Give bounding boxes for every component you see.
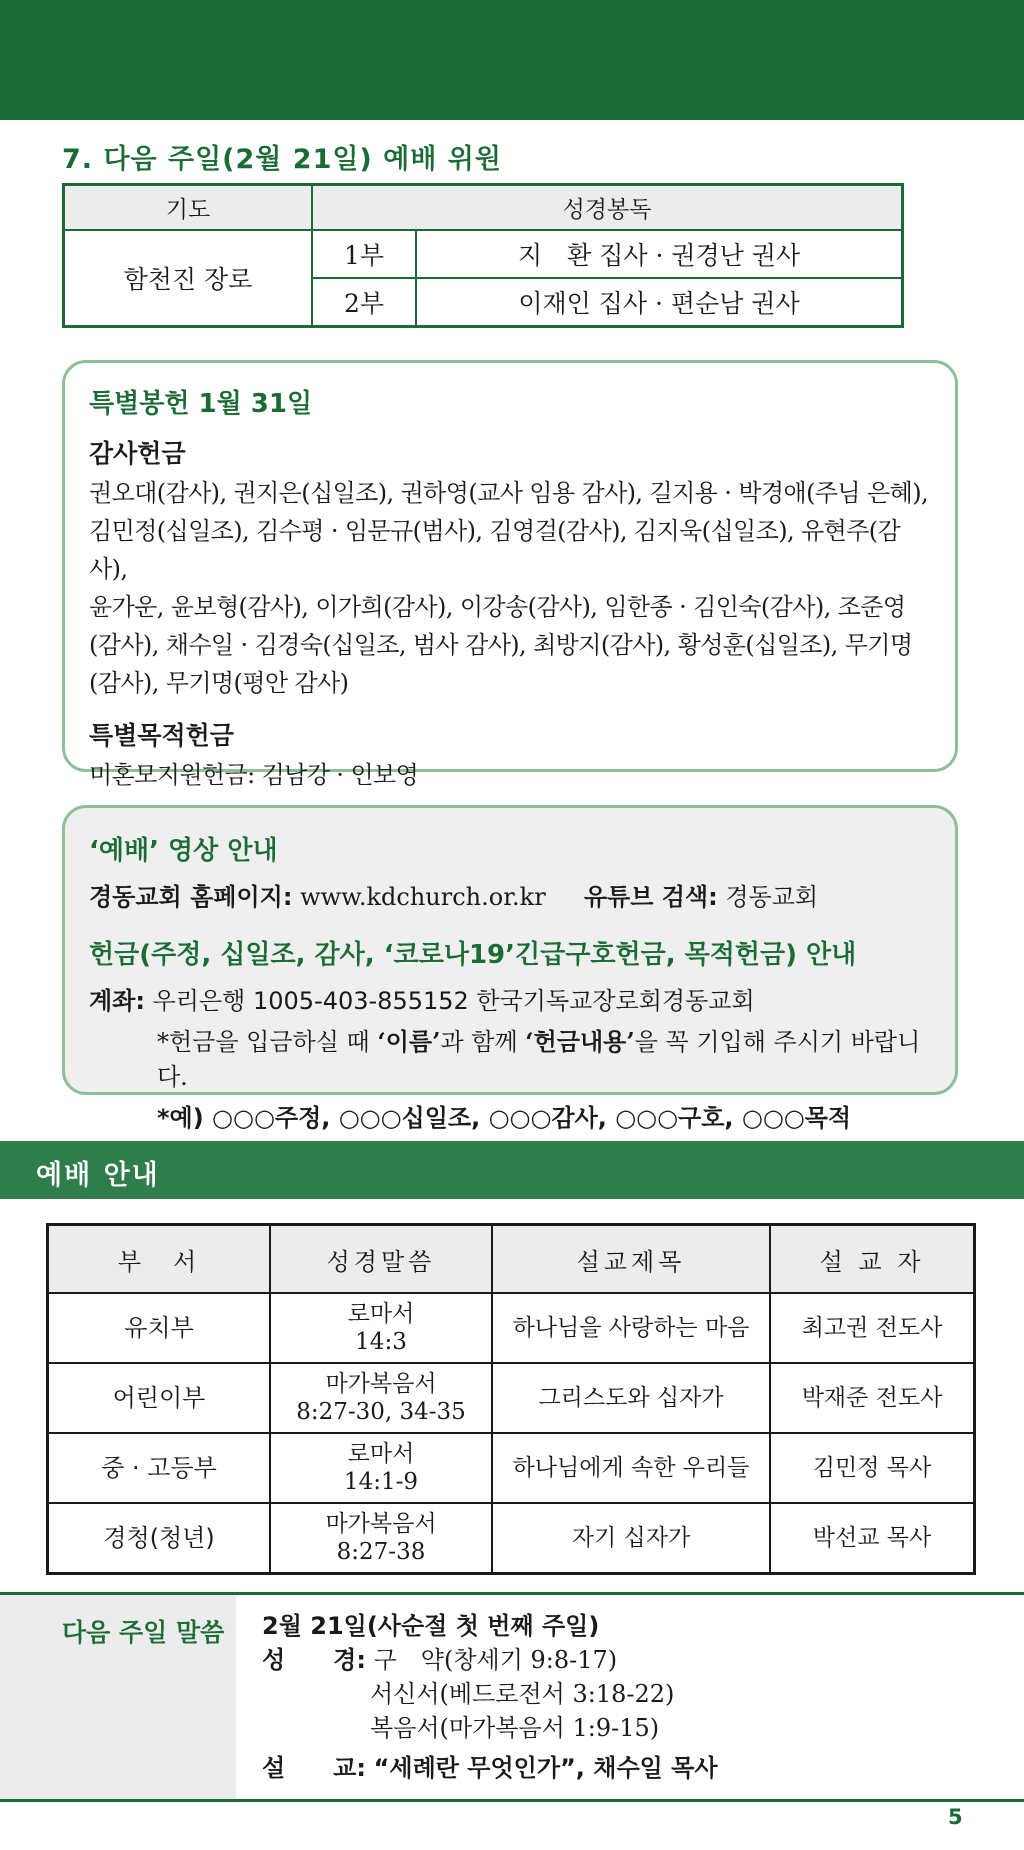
special-purpose-line: 미혼모지원헌금: 김남강 · 인보영 bbox=[89, 761, 419, 789]
scripture-book: 로마서 bbox=[347, 1441, 415, 1467]
homepage-url[interactable]: www.kdchurch.or.kr bbox=[300, 883, 546, 911]
scripture-line bbox=[262, 1643, 718, 1677]
col-scripture: 성경말씀 bbox=[270, 1225, 492, 1294]
thanks-line: 김민정(십일조), 김수평 · 임문규(범사), 김영걸(감사), 김지욱(십일조), 유현주(감사), bbox=[89, 517, 901, 583]
dept: 경청(청년) bbox=[48, 1503, 271, 1574]
note-emphasis-name: ‘이름’ bbox=[377, 1027, 441, 1056]
video-info-line bbox=[89, 877, 931, 912]
scripture bbox=[270, 1293, 492, 1363]
worship-guide-band bbox=[0, 1141, 1024, 1199]
thanks-line: 윤가운, 윤보형(감사), 이가희(감사), 이강송(감사), 임한종 · 김인숙(감사), 조준영 bbox=[89, 593, 906, 621]
readers: 지 환 집사 · 권경난 권사 bbox=[416, 230, 903, 278]
sermon-title: “세례란 무엇인가”, 채수일 목사 bbox=[373, 1754, 718, 1782]
dept: 어린이부 bbox=[48, 1363, 271, 1433]
next-sunday-label-cell bbox=[0, 1595, 236, 1799]
header-prayer: 기도 bbox=[64, 185, 313, 231]
part-label: 2부 bbox=[312, 278, 416, 327]
next-sunday-label: 다음 주일 말씀 bbox=[62, 1618, 225, 1647]
sermon-title: 그리스도와 십자가 bbox=[492, 1363, 770, 1433]
header-scripture-reading: 성경봉독 bbox=[312, 185, 903, 231]
next-sunday-date: 2월 21일(사순절 첫 번째 주일) bbox=[262, 1612, 600, 1640]
youtube-search-term: 경동교회 bbox=[725, 883, 819, 911]
account-line bbox=[89, 981, 931, 1016]
worship-schedule-table bbox=[46, 1223, 976, 1575]
thanks-line: (감사), 채수일 · 김경숙(십일조, 범사 감사), 최방지(감사), 황성훈(십일조), 무기명 bbox=[89, 631, 913, 659]
note-text: 을 꼭 기입해 주시기 바랍니다. bbox=[157, 1028, 921, 1091]
sermon-title: 하나님에게 속한 우리들 bbox=[492, 1433, 770, 1503]
table-row bbox=[48, 1503, 975, 1574]
epistle: 서신서(베드로전서 3:18-22) bbox=[370, 1680, 675, 1708]
preacher: 박재준 전도사 bbox=[770, 1363, 975, 1433]
table-row bbox=[48, 1363, 975, 1433]
note-text: 과 함께 bbox=[440, 1028, 526, 1056]
note-emphasis-content: ‘헌금내용’ bbox=[525, 1027, 635, 1056]
sermon-title: 하나님을 사랑하는 마음 bbox=[492, 1293, 770, 1363]
worship-committee-table bbox=[62, 183, 904, 328]
thanks-line: (감사), 무기명(평안 감사) bbox=[89, 669, 349, 697]
youtube-label: 유튜브 검색: bbox=[583, 883, 718, 911]
thanks-line: 권오대(감사), 권지은(십일조), 권하영(교사 임용 감사), 길지용 · 박경애(주님 은혜), bbox=[89, 479, 929, 507]
note-text: *헌금을 입금하실 때 bbox=[157, 1028, 378, 1056]
preacher: 박선교 목사 bbox=[770, 1503, 975, 1574]
next-sunday-section bbox=[0, 1592, 1024, 1802]
scripture bbox=[270, 1363, 492, 1433]
special-purpose-heading: 특별목적헌금 bbox=[89, 721, 234, 750]
note-line-2: *예) ○○○주정, ○○○십일조, ○○○감사, ○○○구호, ○○○목적 bbox=[157, 1104, 852, 1132]
scripture-verse: 8:27-38 bbox=[336, 1539, 426, 1565]
header-bar bbox=[0, 0, 1024, 120]
sermon-line bbox=[262, 1751, 718, 1785]
video-notice-title: ‘예배’ 영상 안내 bbox=[89, 836, 278, 866]
col-sermon-title: 설교제목 bbox=[492, 1225, 770, 1294]
scripture-book: 마가복음서 bbox=[325, 1371, 437, 1397]
page-number: 5 bbox=[948, 1805, 963, 1829]
table-row bbox=[48, 1433, 975, 1503]
col-preacher: 설 교 자 bbox=[770, 1225, 975, 1294]
scripture bbox=[270, 1433, 492, 1503]
part-label: 1부 bbox=[312, 230, 416, 278]
note-line-1 bbox=[89, 1022, 931, 1092]
gospel: 복음서(마가복음서 1:9-15) bbox=[370, 1714, 660, 1742]
offering-notice-title: 헌금(주정, 십일조, 감사, ‘코로나19’긴급구호헌금, 목적헌금) 안내 bbox=[89, 940, 857, 970]
account-value: 우리은행 1005-403-855152 한국기독교장로회경동교회 bbox=[152, 987, 755, 1015]
dept: 중 · 고등부 bbox=[48, 1433, 271, 1503]
worship-guide-title: 예배 안내 bbox=[36, 1160, 160, 1191]
prayer-elder: 함천진 장로 bbox=[64, 230, 313, 327]
scripture-label: 성 경: bbox=[262, 1646, 366, 1674]
scripture bbox=[270, 1503, 492, 1574]
old-testament: 구 약(창세기 9:8-17) bbox=[373, 1646, 618, 1674]
scripture-book: 로마서 bbox=[347, 1301, 415, 1327]
thanks-offering-list bbox=[89, 474, 931, 702]
homepage-label: 경동교회 홈페이지: bbox=[89, 883, 293, 911]
preacher: 김민정 목사 bbox=[770, 1433, 975, 1503]
sermon-label: 설 교: bbox=[262, 1754, 366, 1782]
preacher: 최고권 전도사 bbox=[770, 1293, 975, 1363]
special-offering-box bbox=[62, 360, 958, 789]
scripture-verse: 14:1-9 bbox=[343, 1469, 419, 1495]
table-row bbox=[48, 1293, 975, 1363]
scripture-book: 마가복음서 bbox=[325, 1511, 437, 1537]
readers: 이재인 집사 · 편순남 권사 bbox=[416, 278, 903, 327]
offering-title: 특별봉헌 1월 31일 bbox=[89, 389, 313, 419]
account-label: 계좌: bbox=[89, 987, 145, 1015]
sermon-title: 자기 십자가 bbox=[492, 1503, 770, 1574]
scripture-verse: 14:3 bbox=[355, 1329, 407, 1355]
thanks-offering-heading: 감사헌금 bbox=[89, 439, 186, 468]
next-sunday-body bbox=[262, 1609, 718, 1785]
notice-box bbox=[62, 805, 958, 1132]
section-7-title: 7. 다음 주일(2월 21일) 예배 위원 bbox=[62, 144, 502, 175]
scripture-verse: 8:27-30, 34-35 bbox=[296, 1399, 466, 1425]
col-dept: 부 서 bbox=[48, 1225, 271, 1294]
dept: 유치부 bbox=[48, 1293, 271, 1363]
